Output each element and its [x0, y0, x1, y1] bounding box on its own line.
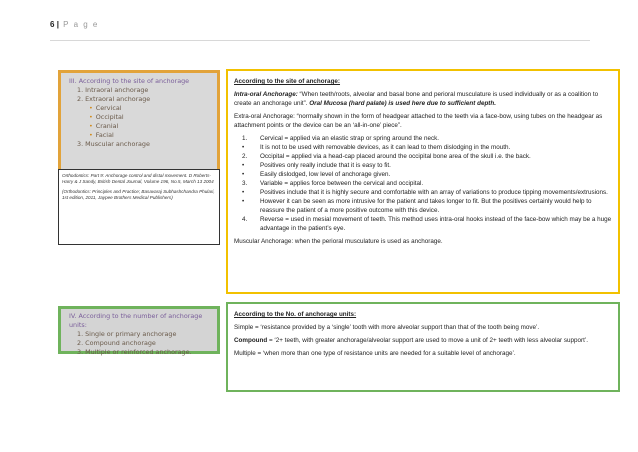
header-rule: [50, 40, 590, 41]
muscular-paragraph: Muscular Anchorage: when the perioral musculature is used as anchorage.: [234, 238, 443, 245]
bullet-icon: •: [89, 104, 93, 112]
units-heading: According to the No. of anchorage units:: [234, 311, 357, 318]
compound-paragraph: Compound = ‘2+ teeth, with greater anchorage/alveolar support are used to move a unit of 2+ teeth with less alveolar support’.: [234, 337, 589, 344]
slide-site-item: 3. Muscular anchorage: [77, 140, 150, 148]
extra-oral-paragraph: Extra-oral Anchorage: “normally shown in the form of headgear attached to the teeth via a face-bow, using tubes on the headgear as attachment points or the device can be an ‘all-in-one’ piece”.: [234, 113, 603, 129]
list-item: • Positives only really include that it is easy to fit.: [242, 162, 391, 169]
slide-site-item: 2. Extraoral anchorage: [77, 95, 151, 103]
slide-units-item: 1. Single or primary anchorage: [77, 330, 177, 338]
simple-paragraph: Simple = ‘resistance provided by a ‘single’ tooth with more alveolar support than that of the tooth being move’.: [234, 324, 540, 331]
citation-box: [58, 169, 220, 245]
bullet-icon: •: [89, 113, 93, 121]
slide-site-item: • Facial: [89, 131, 114, 139]
slide-units-title: IV. According to the number of anchorage units:: [69, 312, 203, 329]
bullet-icon: •: [89, 122, 93, 130]
extra-oral-list: [234, 134, 612, 233]
page-header: [50, 20, 99, 29]
page-word: P a g e: [63, 20, 99, 29]
page-separator: |: [56, 20, 59, 29]
intra-oral-paragraph: Intra-oral Anchorage: “When teeth/roots, alveolar and basal bone and perioral musculature is used individually or as a coalition to create an anchorage unit”. Oral Mucosa (hard palate) is used here due to sufficient depth.: [234, 91, 599, 107]
list-item: 4. Reverse = used in mesial movement of teeth. This method uses intra-oral hooks instead of the face-bow which may be a huge advantage in the patient’s eye.: [242, 216, 612, 232]
slide-units-item: 3. Multiple or reinforced anchorage.: [77, 348, 192, 356]
slide-site-item: • Cranial: [89, 122, 119, 130]
list-item: 1. Cervical = applied via an elastic strap or spring around the neck.: [242, 135, 440, 142]
slide-site-title: III. According to the site of anchorage: [69, 77, 190, 85]
site-of-anchorage-box: [226, 69, 620, 294]
citation-ref-2: (Orthodontics: Principles and Practice; Basavaraj Subhashchandra Phulari, 1st edition, 2011, Jaypee Brothers Medical Publishers): [62, 189, 215, 200]
slide-site-item: • Cervical: [89, 104, 122, 112]
slide-number-of-units: [58, 306, 220, 354]
list-item: • It is not to be used with removable devices, as it can lead to them dislodging in the mouth.: [242, 144, 511, 151]
number-of-units-box: [226, 302, 620, 392]
multiple-paragraph: Multiple = ‘when more than one type of resistance units are needed for a suitable level of anchorage’.: [234, 350, 516, 357]
slide-units-item: 2. Compound anchorage: [77, 339, 156, 347]
slide-site-item: • Occipital: [89, 113, 124, 121]
slide-site-of-anchorage: [58, 70, 220, 172]
slide-site-item: 1. Intraoral anchorage: [77, 86, 149, 94]
list-item: 3. Variable = applies force between the cervical and occipital.: [242, 180, 424, 187]
list-item: • However it can be seen as more intrusive for the patient and takes longer to fit. But the positives certainly would help to reassure the patient of a more positive outcome with this device.: [242, 198, 592, 214]
page-number: 6: [50, 20, 55, 29]
site-heading: According to the site of anchorage:: [234, 78, 341, 85]
list-item: • Positives include that it is highly secure and comfortable with an array of variations to produce tipping movements/extrusions.: [242, 189, 608, 196]
list-item: • Easily dislodged, low level of anchorage given.: [242, 171, 391, 178]
citation-ref-1: Orthodontics: Part 9: Anchorage control and distal movement. D Roberts-Harry & J Sandy, British Dental Journal, Volume 196, No.5, March 13 2004: [62, 173, 214, 184]
bullet-icon: •: [89, 131, 93, 139]
list-item: 2. Occipital = applied via a head-cap placed around the occipital bone area of the skull i.e. the back.: [242, 153, 531, 160]
